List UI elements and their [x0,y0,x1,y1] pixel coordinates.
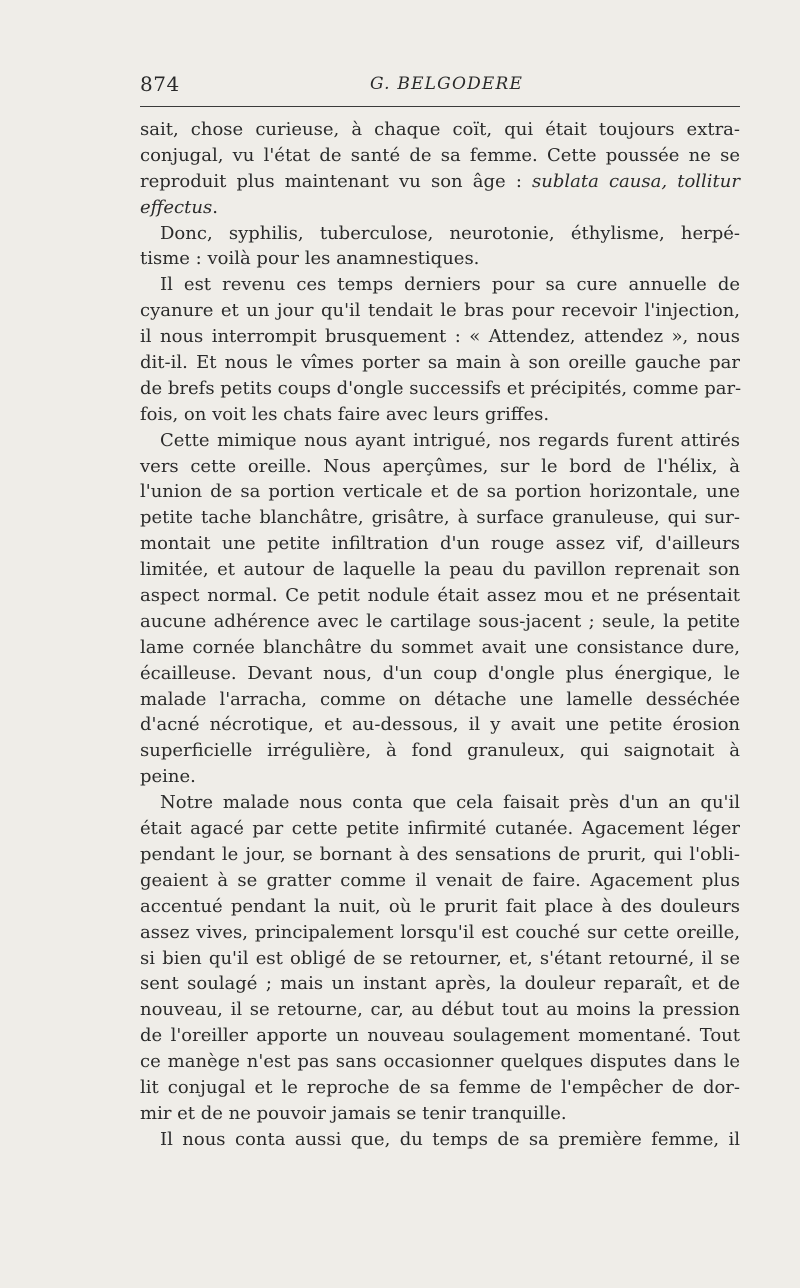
text-line: dit-il. Et nous le vîmes porter sa main à son oreille gauche par [140,352,740,374]
text-line: Il est revenu ces temps derniers pour sa cure annuelle de [160,274,740,296]
text-line: conjugal, vu l'état de santé de sa femme. Cette poussée ne se [140,144,740,166]
text-line: petite tache blanchâtre, grisâtre, à surface granuleuse, qui sur- [140,507,740,529]
text-line: lame cornée blanchâtre du sommet avait une consistance dure, [140,636,740,658]
text-line: pendant le jour, se bornant à des sensations de prurit, qui l'obli- [140,843,740,865]
body-text [140,117,740,1153]
text-line: tisme : voilà pour les anamnestiques. [140,248,480,270]
text-line: nouveau, il se retourne, car, au début tout au moins la pression [140,999,740,1021]
text-run: reproduit plus maintenant vu son âge : [140,170,533,192]
text-line: ce manège n'est pas sans occasionner quelques disputes dans le [140,1051,740,1073]
text-line: d'acné nécrotique, et au-dessous, il y avait une petite érosion [140,714,740,736]
text-line [140,169,740,195]
running-head: G. BELGODERE [370,74,524,94]
italic-phrase: effectus [140,196,213,218]
text-line: était agacé par cette petite infirmité cutanée. Agacement léger [140,818,740,840]
text-line: Il nous conta aussi que, du temps de sa première femme, il [160,1128,740,1150]
page-header [140,70,740,104]
header-rule [140,106,740,107]
text-line: peine. [140,766,196,788]
text-run: . [212,196,218,218]
italic-phrase: sublata causa, tollitur [532,170,740,192]
text-line: mir et de ne pouvoir jamais se tenir tranquille. [140,1102,567,1124]
text-line: de brefs petits coups d'ongle successifs et précipités, comme par- [140,377,742,399]
text-line: Cette mimique nous ayant intrigué, nos regards furent attirés [160,429,740,451]
text-line: écailleuse. Devant nous, d'un coup d'ongle plus énergique, le [140,662,740,684]
text-line: Notre malade nous conta que cela faisait près d'un an qu'il [160,792,740,814]
text-line: si bien qu'il est obligé de se retourner, et, s'étant retourné, il se [140,947,740,969]
text-line: aspect normal. Ce petit nodule était assez mou et ne présentait [140,585,740,607]
text-line: sait, chose curieuse, à chaque coït, qui était toujours extra- [140,119,740,140]
text-line: montait une petite infiltration d'un rouge assez vif, d'ailleurs [140,533,740,555]
text-line: sent soulagé ; mais un instant après, la douleur reparaît, et de [140,973,740,995]
text-line: cyanure et un jour qu'il tendait le bras pour recevoir l'injection, [140,300,740,322]
text-line: il nous interrompit brusquement : « Attendez, attendez », nous [140,326,740,348]
text-line: assez vives, principalement lorsqu'il est couché sur cette oreille, [140,921,740,943]
text-line: Donc, syphilis, tuberculose, neurotonie, éthylisme, herpé- [160,222,740,244]
text-line: aucune adhérence avec le cartilage sous-jacent ; seule, la petite [140,610,740,632]
text-line: limitée, et autour de laquelle la peau du pavillon reprenait son [140,559,740,581]
text-line: accentué pendant la nuit, où le prurit fait place à des douleurs [140,895,740,917]
text-line: malade l'arracha, comme on détache une lamelle desséchée [140,688,740,710]
text-line: superficielle irrégulière, à fond granuleux, qui saignotait à [140,740,740,762]
text-line: geaient à se gratter comme il venait de faire. Agacement plus [140,869,740,891]
text-line: fois, on voit les chats faire avec leurs griffes. [140,403,550,425]
text-line: lit conjugal et le reproche de sa femme de l'empêcher de dor- [140,1076,740,1098]
page-number: 874 [140,72,180,96]
text-line: l'union de sa portion verticale et de sa portion horizontale, une [140,481,740,503]
text-line: de l'oreiller apporte un nouveau soulagement momentané. Tout [140,1025,740,1047]
text-line: vers cette oreille. Nous aperçûmes, sur le bord de l'hélix, à [140,455,740,477]
text-line [140,195,740,221]
